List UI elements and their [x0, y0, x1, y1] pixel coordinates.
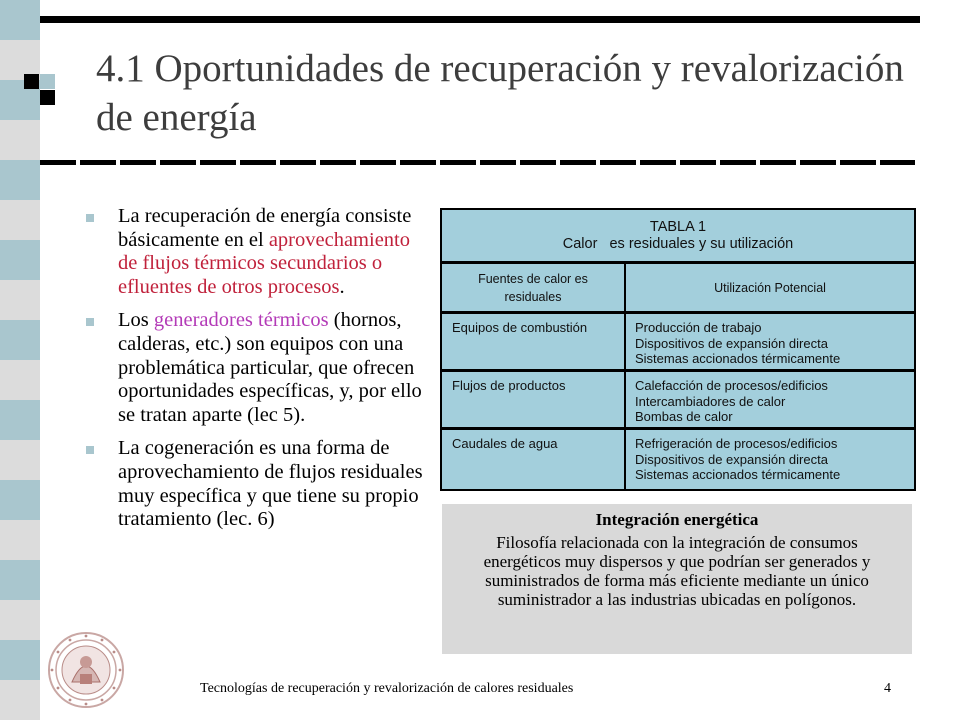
use-item: Intercambiadores de calor: [635, 393, 786, 409]
table-row: [442, 372, 914, 427]
strip-block: [0, 480, 40, 520]
bullet-square-icon: [86, 446, 94, 454]
corner-square-icon: [40, 74, 55, 89]
page-number: 4: [884, 681, 891, 696]
corner-square-icon: [40, 90, 55, 105]
footer-text: Tecnologías de recuperación y revalorización de calores residuales: [200, 681, 574, 696]
bullet-list: [84, 205, 434, 542]
strip-block: [0, 400, 40, 440]
use-item: Dispositivos de expansión directa: [635, 451, 828, 467]
bullet-text: La cogeneración es una forma de aprovechamiento de flujos residuales muy específica y que tiene su propio tratamiento (lec. 6): [118, 437, 423, 531]
row-uses: [635, 378, 828, 425]
top-rule: [40, 16, 920, 23]
info-box-title: Integración energética: [595, 510, 759, 529]
row-uses: [635, 320, 840, 367]
use-item: Calefacción de procesos/edificios: [635, 378, 828, 393]
strip-block: [0, 640, 40, 680]
row-source: Flujos de productos: [452, 378, 566, 393]
table-subtitle: Calor es residuales y su utilización: [562, 236, 794, 252]
bullet-text: Los: [118, 309, 154, 332]
column-header-rule: [442, 264, 914, 314]
bullet-square-icon: [86, 214, 94, 222]
column-header-uses: Utilización Potencial: [626, 264, 914, 314]
use-item: Refrigeración de procesos/edificios: [635, 436, 838, 451]
table-row: [442, 430, 914, 489]
slide-title: 4.1 Oportunidades de recuperación y revalorización de energía: [96, 47, 904, 139]
bullet-square-icon: [86, 318, 94, 326]
use-item: Bombas de calor: [635, 409, 733, 424]
strip-block: [0, 120, 40, 160]
strip-block: [0, 0, 40, 40]
bullet-highlight: aprovechamiento de flujos térmicos secundarios o efluentes de otros procesos: [118, 228, 410, 298]
table-header: [442, 210, 914, 264]
row-uses: [635, 436, 840, 483]
bullet-text: La recuperación de energía consiste básicamente en el: [118, 205, 412, 251]
table-title: TABLA 1: [649, 219, 707, 235]
bullet-item: [84, 309, 434, 427]
info-box: [442, 504, 912, 654]
strip-block: [0, 680, 40, 720]
strip-block: [0, 280, 40, 320]
row-source: Caudales de agua: [452, 436, 558, 451]
corner-square-icon: [24, 74, 39, 89]
strip-block: [0, 440, 40, 480]
bullet-text: (hornos, calderas, etc.) son equipos con una problemática particular, que ofrecen oportunidades específicas, y, por ello se tratan aparte (lec 5).: [118, 309, 422, 426]
row-source: Equipos de combustión: [452, 320, 588, 335]
strip-block: [0, 240, 40, 280]
heat-table: [440, 208, 916, 491]
corner-square-icon: [24, 90, 39, 105]
bullet-item: [84, 205, 434, 299]
strip-block: [0, 600, 40, 640]
use-item: Sistemas accionados térmicamente: [635, 467, 841, 482]
bullet-text: .: [339, 275, 345, 298]
use-item: Producción de trabajo: [635, 320, 762, 335]
bullet-item: [84, 437, 434, 531]
use-item: Dispositivos de expansión directa: [635, 335, 828, 351]
strip-block: [0, 320, 40, 360]
title-underline: [40, 160, 915, 165]
bullet-highlight: generadores térmicos: [153, 309, 329, 332]
column-header-sources: Fuentes de calor es residuales: [448, 264, 618, 314]
university-seal-icon: [46, 630, 126, 710]
strip-block: [0, 360, 40, 400]
decorative-left-strip: [0, 0, 40, 720]
strip-block: [0, 560, 40, 600]
table-row: [442, 314, 914, 369]
strip-block: [0, 160, 40, 200]
strip-block: [0, 200, 40, 240]
use-item: Sistemas accionados térmicamente: [635, 351, 841, 366]
info-box-text: Filosofía relacionada con la integración de consumos energéticos muy dispersos y que podrían ser generados y suministrados de forma más eficiente mediante un único suministrador a las industrias ubicadas en polígonos.: [483, 533, 871, 609]
strip-block: [0, 520, 40, 560]
